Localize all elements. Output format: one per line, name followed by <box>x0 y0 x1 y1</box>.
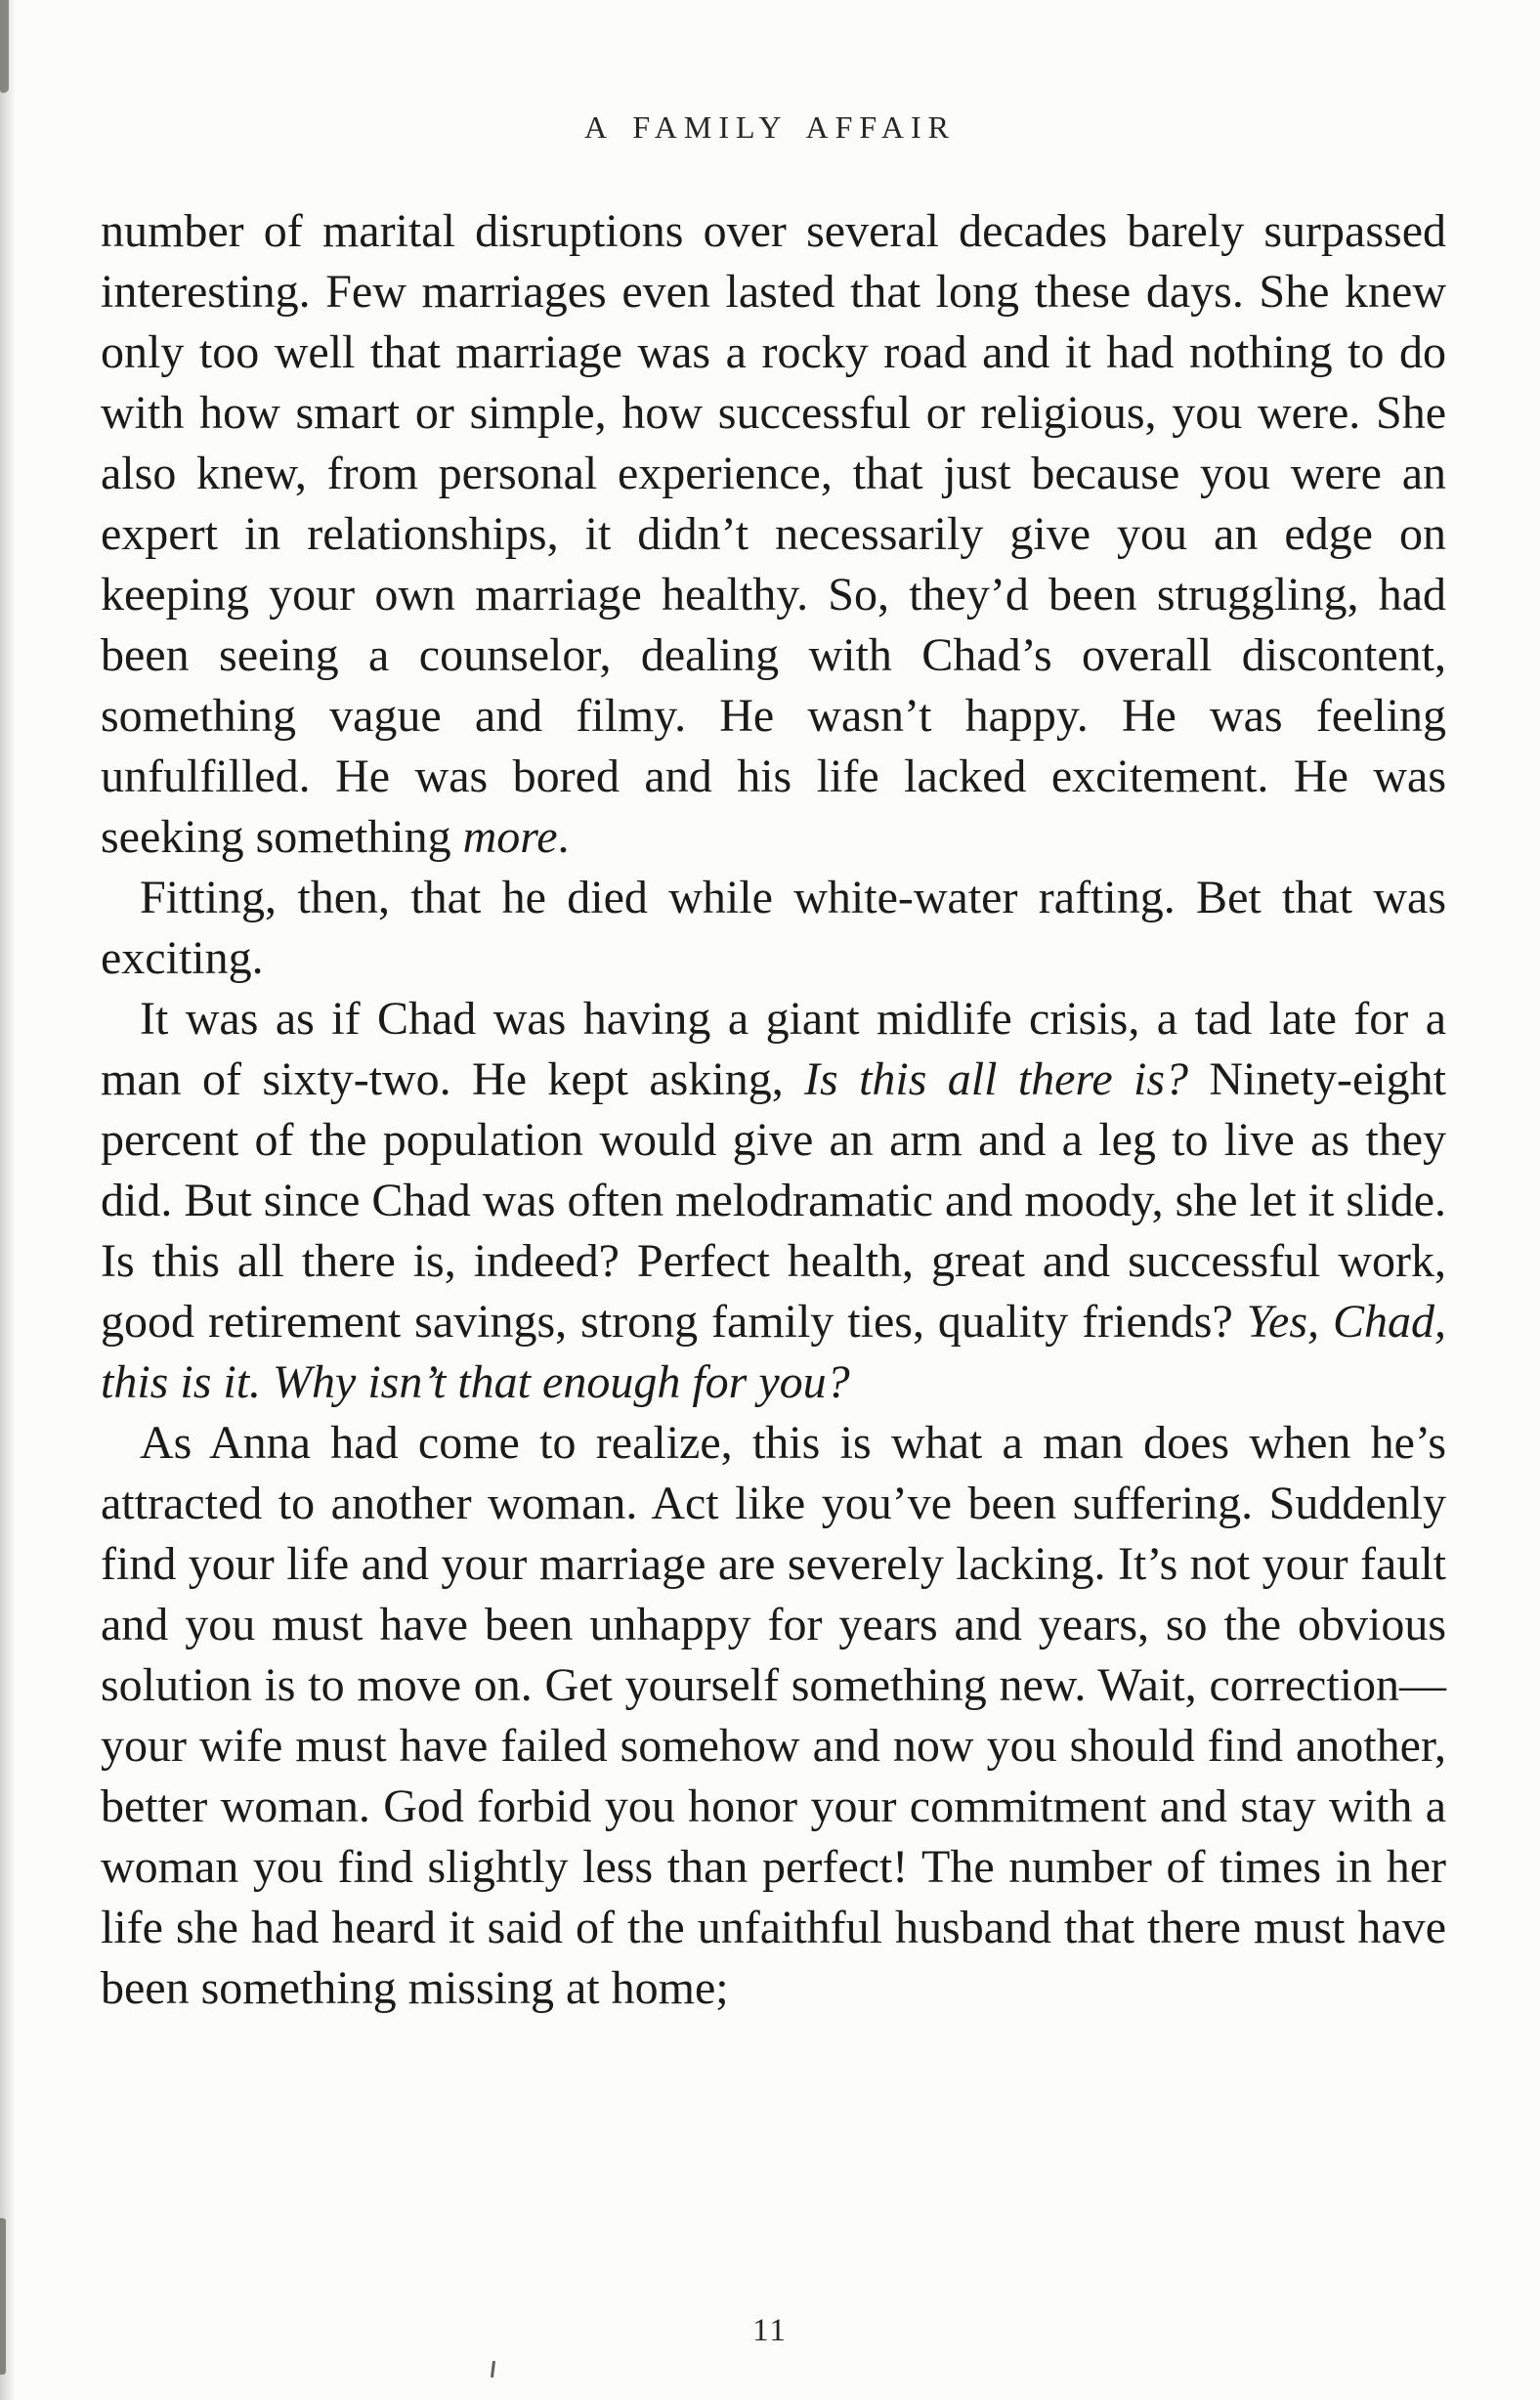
paragraph <box>101 201 1446 868</box>
text-run: As Anna had come to realize, this is what a man does when he’s attracted to another woman. Act like you’ve been suffering. Suddenly find your life and your marriage are severely lacking. It’s not your fault and you must have been unhappy for years and years, so the obvious solution is to move on. Get yourself something new. Wait, correction—your wife must have failed somehow and now you should find another, better woman. God forbid you honor your commitment and stay with a woman you find slightly less than perfect! The number of times in her life she had heard it said of the unfaithful husband that there must have been something missing at home; <box>101 1417 1446 2014</box>
running-header: A FAMILY AFFAIR <box>584 109 956 145</box>
paragraph <box>101 989 1446 1413</box>
italic-text-run: Yes, Chad, this is it. Why isn’t that enough for you? <box>101 1296 1446 1408</box>
text-run: number of marital disruptions over several decades barely surpassed interesting. Few marriages even lasted that long these days. She knew only too well that marriage was a rocky road and it had nothing to do with how smart or simple, how successful or religious, you were. She also knew, from personal experience, that just because you were an expert in relationships, it didn’t necessarily give you an edge on keeping your own marriage healthy. So, they’d been struggling, had been seeing a counselor, dealing with Chad’s overall discontent, something vague and filmy. He wasn’t happy. He was feeling unfulfilled. He was bored and his life lacked excitement. He was seeking something <box>101 205 1446 863</box>
text-run: Ninety-eight percent of the population would give an arm and a leg to live as they did. But since Chad was often melodramatic and moody, she let it slide. Is this all there is, indeed? Perfect health, great and successful work, good retirement savings, strong family ties, quality friends? <box>101 1053 1446 1348</box>
text-run: Fitting, then, that he died while white-water rafting. Bet that was exciting. <box>101 872 1446 984</box>
paragraph <box>101 1413 1446 2019</box>
text-run: . <box>557 811 570 863</box>
body-text <box>101 201 1446 2019</box>
italic-text-run: Is this all there is? <box>804 1053 1189 1105</box>
scan-artifact-bottom-left <box>0 2218 6 2375</box>
italic-text-run: more <box>462 811 558 863</box>
scan-artifact-mark <box>491 2361 495 2378</box>
paragraph <box>101 868 1446 989</box>
scan-artifact-top-left <box>0 0 9 93</box>
scan-edge-shadow <box>0 0 16 2400</box>
text-run: It was as if Chad was having a giant midlife crisis, a tad late for a man of sixty-two. He kept asking, <box>101 993 1446 1105</box>
page-number: 11 <box>752 2313 788 2348</box>
